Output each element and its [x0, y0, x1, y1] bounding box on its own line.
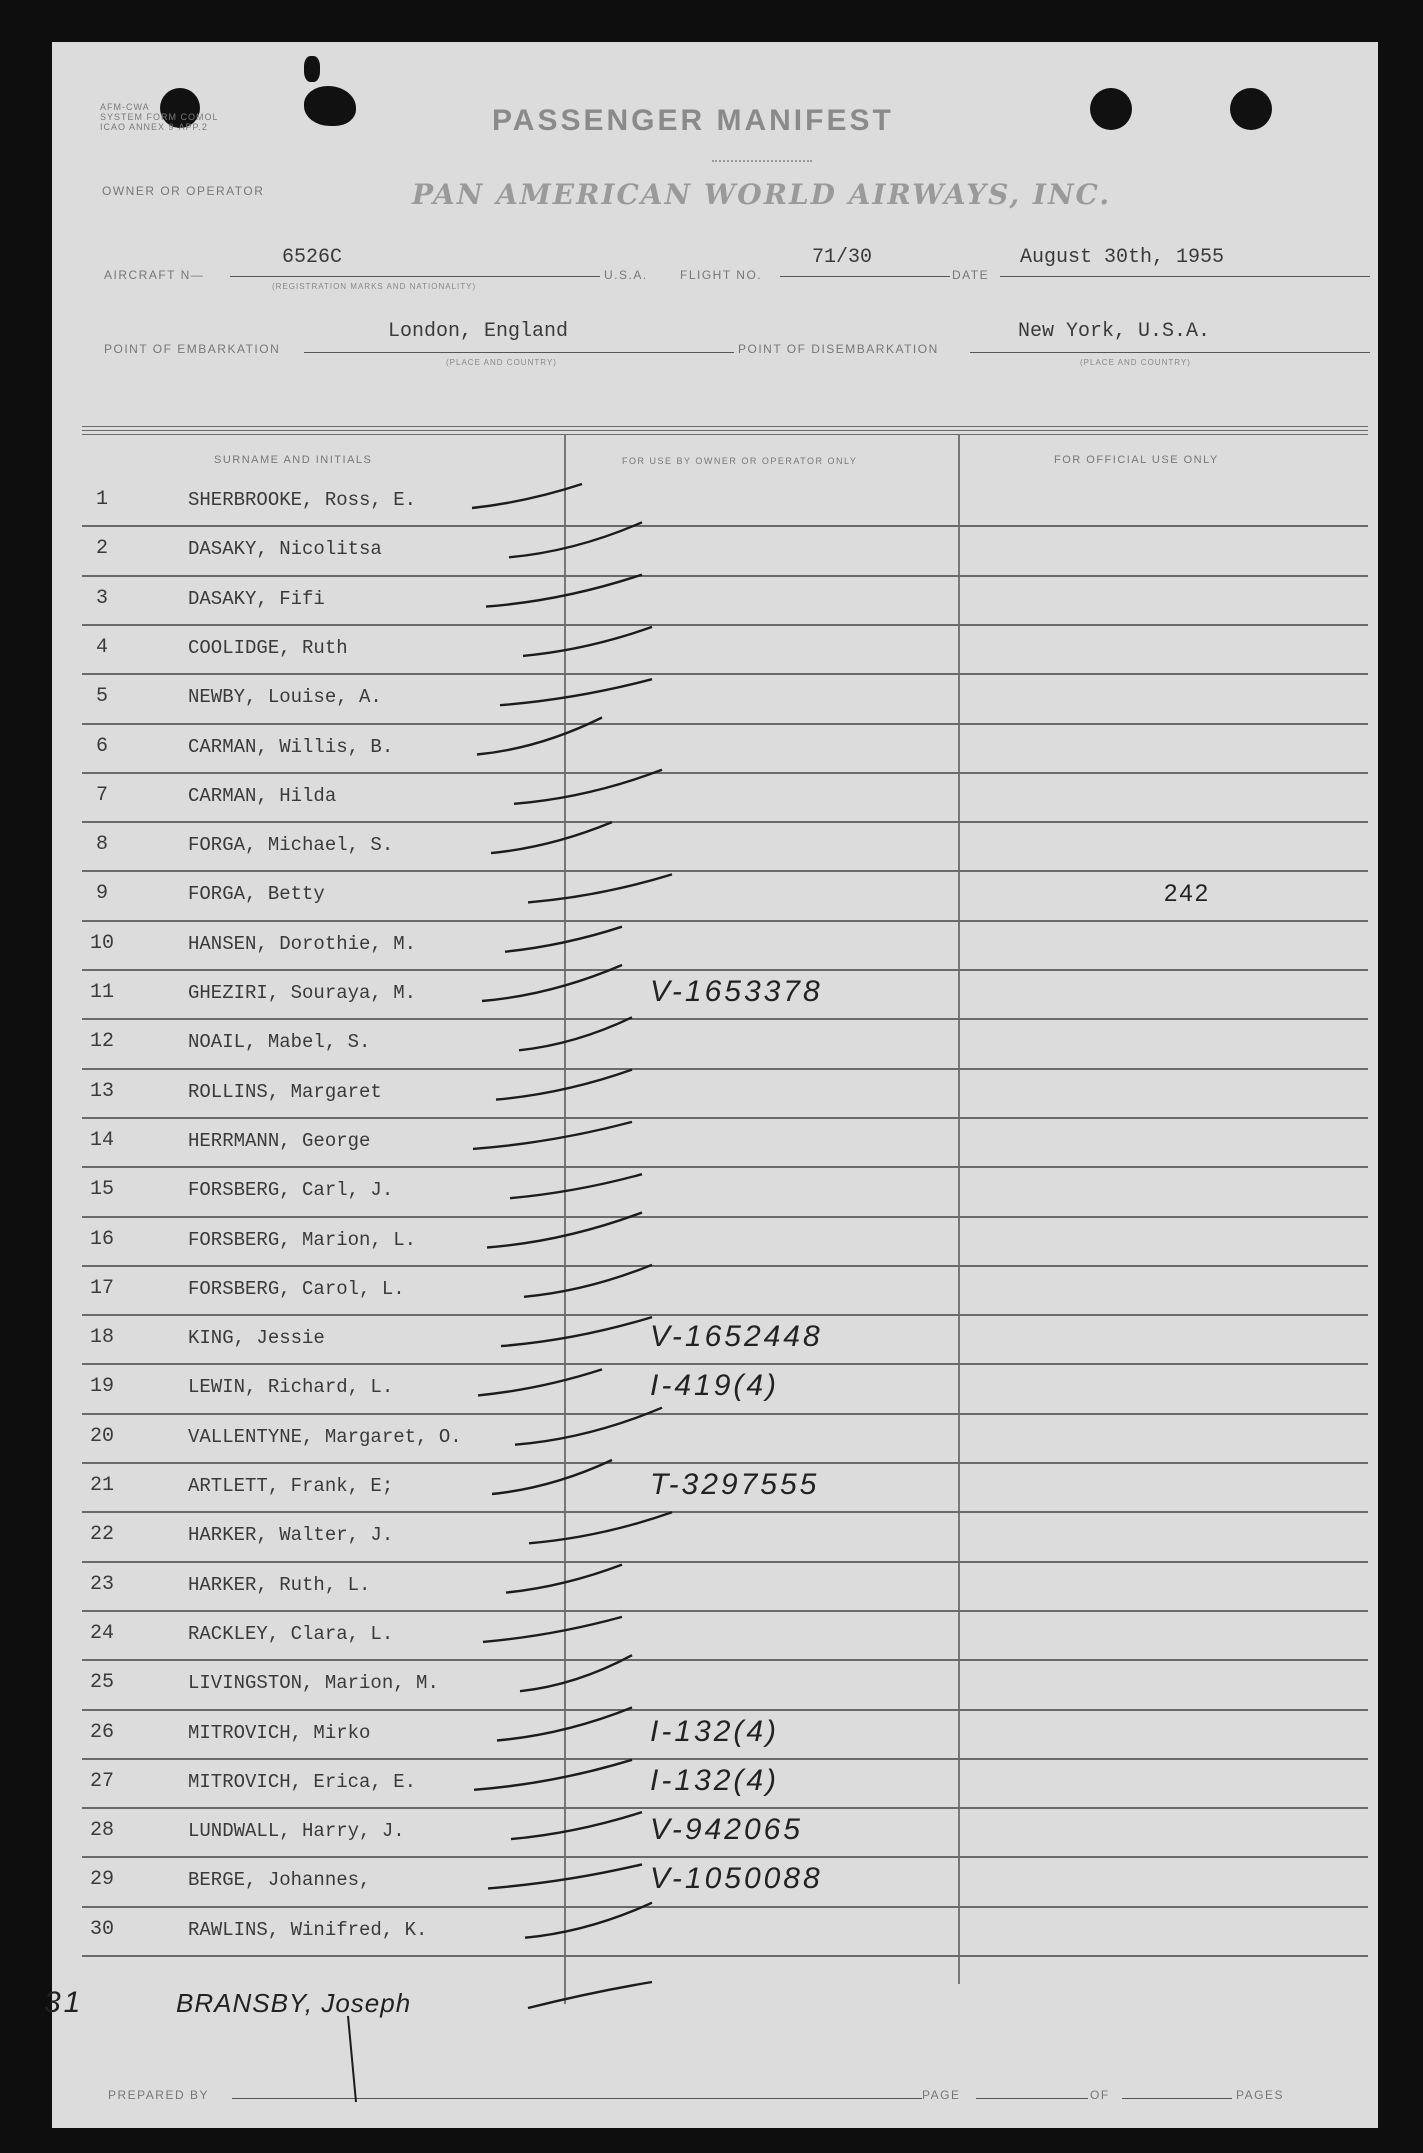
column-header-surname: SURNAME AND INITIALS — [214, 454, 373, 466]
row-number: 26 — [89, 1720, 114, 1744]
check-stroke — [496, 1070, 632, 1100]
row-number: 11 — [89, 981, 114, 1004]
check-stroke — [509, 522, 642, 557]
row-number: 20 — [89, 1424, 114, 1448]
row-number: 25 — [89, 1671, 114, 1695]
owner-note: V-1652448 — [650, 1320, 823, 1354]
row-number: 6 — [95, 734, 108, 758]
row-number: 22 — [89, 1523, 114, 1547]
row-number: 24 — [89, 1621, 114, 1645]
form-code-line: ICAO ANNEX 9-APP.2 — [100, 122, 208, 132]
date-label: DATE — [952, 268, 990, 282]
disembarkation-label: POINT OF DISEMBARKATION — [738, 342, 939, 356]
check-stroke — [482, 965, 622, 1001]
flight-label: FLIGHT NO. — [680, 268, 763, 282]
column-header-owner-use: FOR USE BY OWNER OR OPERATOR ONLY — [622, 456, 858, 466]
flight-number: 71/30 — [812, 246, 873, 269]
row-number: 23 — [89, 1572, 114, 1596]
usa-label: U.S.A. — [604, 268, 648, 282]
check-stroke — [529, 1512, 672, 1543]
check-stroke — [510, 1174, 642, 1198]
handwritten-row-number: 31 — [44, 1986, 84, 2019]
row-number: 7 — [95, 783, 108, 807]
check-stroke — [506, 1565, 622, 1593]
passenger-name: NOAIL, Mabel, S. — [188, 1031, 371, 1054]
passenger-name: RAWLINS, Winifred, K. — [188, 1918, 428, 1941]
check-stroke — [477, 718, 602, 755]
check-stroke — [473, 1122, 632, 1149]
owner-label: OWNER OR OPERATOR — [102, 184, 265, 198]
handwritten-passenger-name: BRANSBY, Joseph — [176, 1988, 412, 2018]
owner-note: V-1050088 — [650, 1862, 823, 1896]
passenger-name: KING, Jessie — [188, 1327, 325, 1350]
row-number: 10 — [89, 931, 114, 955]
passenger-name: MITROVICH, Erica, E. — [188, 1770, 417, 1793]
owner-note: I-419(4) — [650, 1369, 780, 1403]
passenger-name: CARMAN, Willis, B. — [188, 735, 394, 758]
check-stroke — [511, 1812, 642, 1839]
owner-note: T-3297555 — [650, 1468, 820, 1501]
column-header-official-use: FOR OFFICIAL USE ONLY — [1054, 454, 1219, 466]
aircraft-sub-label: (REGISTRATION MARKS AND NATIONALITY) — [272, 282, 477, 291]
row-number: 12 — [89, 1030, 114, 1054]
row-number: 19 — [89, 1375, 114, 1399]
page-title: PASSENGER MANIFEST — [492, 104, 894, 137]
passenger-name: FORGA, Michael, S. — [188, 834, 394, 857]
disembarkation-sub-label: (PLACE AND COUNTRY) — [1080, 358, 1191, 367]
check-stroke — [478, 1369, 602, 1395]
check-stroke — [519, 1017, 632, 1050]
prepared-by-label: PREPARED BY — [108, 2088, 209, 2102]
signature-tail-stroke — [348, 2016, 356, 2102]
pages-label: PAGES — [1236, 2088, 1284, 2102]
form-code-line: SYSTEM FORM COMOL — [100, 112, 219, 122]
passenger-name: ARTLETT, Frank, E; — [188, 1475, 394, 1497]
passenger-name: HERRMANN, George — [188, 1129, 371, 1152]
passenger-name: FORSBERG, Carol, L. — [188, 1277, 405, 1300]
row-number: 5 — [95, 685, 108, 709]
row-number: 29 — [89, 1868, 114, 1892]
owner-note: I-132(4) — [650, 1763, 780, 1797]
passenger-name: HANSEN, Dorothie, M. — [188, 932, 417, 955]
flight-date: August 30th, 1955 — [1020, 246, 1225, 269]
check-stroke — [487, 1213, 642, 1248]
row-number: 9 — [95, 882, 108, 906]
owner-note: V-942065 — [650, 1813, 803, 1847]
passenger-name: DASAKY, Nicolitsa — [188, 538, 382, 561]
owner-note: I-132(4) — [650, 1714, 780, 1748]
row-number: 14 — [89, 1128, 114, 1152]
operator-name: PAN AMERICAN WORLD AIRWAYS, INC. — [412, 178, 1112, 211]
disembarkation-place: New York, U.S.A. — [1018, 320, 1211, 343]
passenger-name: CARMAN, Hilda — [188, 784, 337, 807]
passenger-name: FORSBERG, Marion, L. — [188, 1228, 417, 1251]
row-number: 3 — [95, 586, 108, 610]
passenger-name: ROLLINS, Margaret — [188, 1080, 382, 1103]
pen-marks — [52, 42, 1378, 2128]
passenger-name: COOLIDGE, Ruth — [188, 636, 348, 659]
manifest-form — [44, 42, 1378, 2128]
row-number: 17 — [89, 1276, 114, 1300]
passenger-name: DASAKY, Fifi — [188, 587, 325, 610]
row-number: 15 — [89, 1178, 114, 1202]
check-stroke — [528, 874, 672, 902]
row-number: 18 — [89, 1326, 114, 1350]
page-label: PAGE — [922, 2088, 961, 2102]
check-stroke — [520, 1655, 632, 1691]
row-number: 30 — [89, 1917, 114, 1941]
check-stroke — [501, 1317, 652, 1346]
check-stroke — [488, 1864, 642, 1888]
row-number: 1 — [95, 488, 108, 511]
passenger-name: FORGA, Betty — [188, 883, 325, 906]
passenger-name: NEWBY, Louise, A. — [188, 686, 382, 709]
check-stroke — [500, 679, 652, 705]
passenger-name: HARKER, Walter, J. — [188, 1524, 394, 1547]
embarkation-sub-label: (PLACE AND COUNTRY) — [446, 358, 557, 367]
row-number: 4 — [95, 635, 108, 659]
passenger-name: LUNDWALL, Harry, J. — [188, 1820, 405, 1843]
passenger-name: LIVINGSTON, Marion, M. — [188, 1672, 439, 1695]
row-number: 21 — [89, 1474, 114, 1497]
check-stroke — [474, 1760, 632, 1790]
check-stroke — [492, 1460, 612, 1494]
check-stroke — [523, 627, 652, 656]
check-stroke — [483, 1617, 622, 1642]
of-label: OF — [1090, 2088, 1110, 2102]
check-stroke — [524, 1265, 652, 1297]
form-code-line: AFM-CWA — [100, 102, 150, 112]
check-stroke — [515, 1408, 662, 1445]
passenger-name: GHEZIRI, Souraya, M. — [188, 982, 417, 1004]
passenger-name: VALLENTYNE, Margaret, O. — [188, 1425, 462, 1448]
embarkation-place: London, England — [388, 320, 569, 343]
check-stroke — [514, 770, 662, 804]
passenger-name: FORSBERG, Carl, J. — [188, 1179, 394, 1202]
check-stroke — [497, 1708, 632, 1741]
passenger-name: RACKLEY, Clara, L. — [188, 1622, 394, 1645]
row-number: 16 — [89, 1227, 114, 1251]
check-stroke — [491, 822, 612, 853]
row-number: 27 — [89, 1769, 114, 1793]
passenger-name: LEWIN, Richard, L. — [188, 1376, 394, 1399]
row-number: 13 — [89, 1079, 114, 1103]
check-stroke — [505, 927, 622, 952]
embarkation-label: POINT OF EMBARKATION — [104, 342, 281, 356]
check-stroke — [486, 575, 642, 607]
check-stroke — [525, 1903, 652, 1938]
passenger-name: MITROVICH, Mirko — [188, 1721, 371, 1744]
row-number: 2 — [95, 537, 108, 561]
row-number: 28 — [89, 1819, 114, 1843]
check-stroke — [472, 484, 582, 508]
owner-note: V-1653378 — [650, 975, 823, 1008]
official-note: 242 — [1164, 880, 1211, 908]
aircraft-label: AIRCRAFT N— — [104, 268, 205, 282]
passenger-name: SHERBROOKE, Ross, E. — [188, 489, 417, 511]
check-stroke — [528, 1982, 652, 2008]
passenger-name: HARKER, Ruth, L. — [188, 1573, 371, 1596]
passenger-name: BERGE, Johannes, — [188, 1869, 371, 1892]
row-number: 8 — [95, 833, 108, 857]
aircraft-registration: 6526C — [282, 246, 343, 269]
